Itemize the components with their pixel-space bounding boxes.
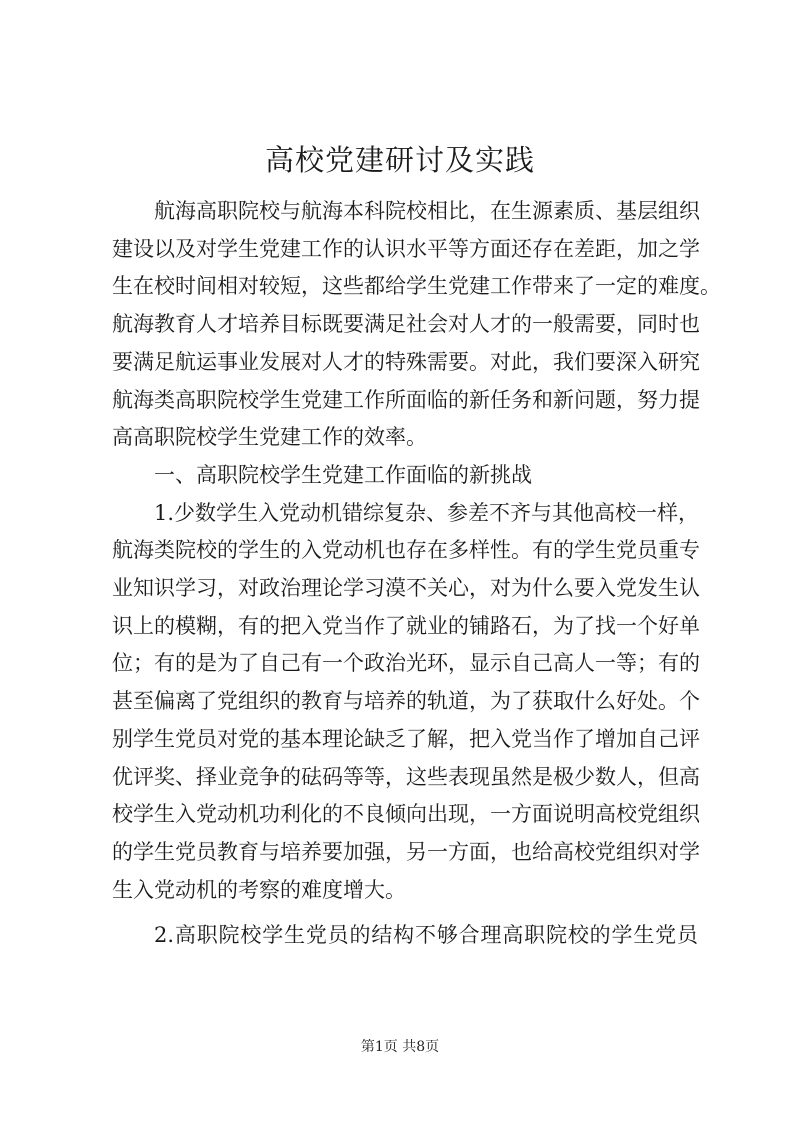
text-line: 要满足航运事业发展对人才的特殊需要。对此，我们要深入研究 <box>112 349 700 374</box>
text-line: 位；有的是为了自己有一个政治光环，显示自己高人一等；有的 <box>112 651 700 676</box>
text-line: 航海高职院校与航海本科院校相比，在生源素质、基层组织 <box>154 199 700 223</box>
document-title: 高校党建研讨及实践 <box>264 143 535 177</box>
page-footer: 第1页 共8页 <box>360 1039 440 1055</box>
text-line: 航海类高职院校学生党建工作所面临的新任务和新问题，努力提 <box>112 387 700 412</box>
text-line: 航海类院校的学生的入党动机也存在多样性。有的学生党员重专 <box>112 538 700 563</box>
text-line: 的学生党员教育与培养要加强，另一方面，也给高校党组织对学 <box>112 839 700 864</box>
text-line: 业知识学习，对政治理论学习漠不关心，对为什么要入党发生认 <box>112 576 700 601</box>
text-line: 航海教育人才培养目标既要满足社会对人才的一般需要，同时也 <box>112 312 700 337</box>
text-line: 别学生党员对党的基本理论缺乏了解，把入党当作了增加自己评 <box>112 726 700 751</box>
text-line: 一、高职院校学生党建工作面临的新挑战 <box>154 462 532 487</box>
text-line: 优评奖、择业竞争的砝码等等，这些表现虽然是极少数人，但高 <box>112 764 700 789</box>
paragraph-point-1 <box>112 495 698 910</box>
paragraph-intro <box>112 193 721 457</box>
text-line: 甚至偏离了党组织的教育与培养的轨道，为了获取什么好处。个 <box>112 689 700 714</box>
text-line: 2.高职院校学生党员的结构不够合理高职院校的学生党员 <box>154 923 698 948</box>
text-line: 生在校时间相对较短，这些都给学生党建工作带来了一定的难度。 <box>112 274 721 299</box>
paragraph-point-2 <box>112 917 698 955</box>
text-line: 识上的模糊，有的把入党当作了就业的铺路石，为了找一个好单 <box>112 613 700 638</box>
section-heading <box>112 457 698 495</box>
text-line: 生入党动机的考察的难度增大。 <box>112 877 406 902</box>
text-line: 高高职院校学生党建工作的效率。 <box>112 425 427 450</box>
document-body <box>112 193 721 955</box>
text-line: 建设以及对学生党建工作的认识水平等方面还存在差距，加之学 <box>112 236 700 261</box>
text-line: 校学生入党动机功利化的不良倾向出现，一方面说明高校党组织 <box>112 802 700 827</box>
text-line: 1.少数学生入党动机错综复杂、参差不齐与其他高校一样， <box>154 500 700 525</box>
